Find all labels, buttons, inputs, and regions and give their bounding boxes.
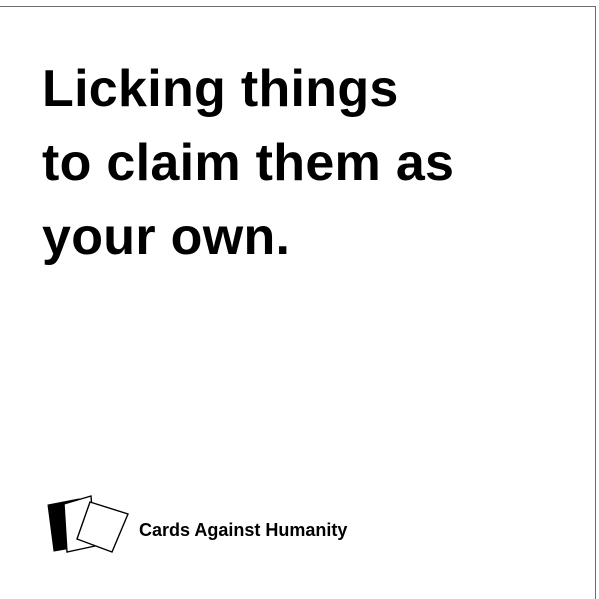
card-edge-top bbox=[0, 6, 596, 7]
stacked-cards-icon bbox=[46, 494, 136, 556]
brand-name: Cards Against Humanity bbox=[139, 520, 348, 540]
brand-footer bbox=[46, 494, 446, 564]
card-answer-text: Licking things to claim them as your own. bbox=[42, 60, 455, 266]
card-edge-right bbox=[595, 6, 596, 599]
